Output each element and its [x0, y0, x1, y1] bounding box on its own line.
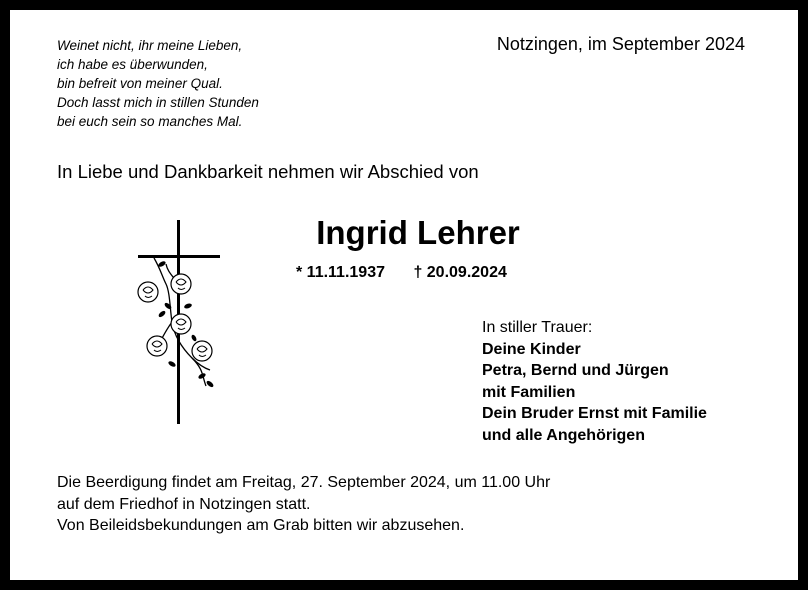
mourners-heading: In stiller Trauer:	[482, 319, 593, 336]
farewell-intro: In Liebe und Dankbarkeit nehmen wir Abschied von	[57, 161, 479, 182]
poem-line: Weinet nicht, ihr meine Lieben,	[57, 38, 243, 53]
life-dates	[296, 264, 507, 282]
mourner-line: Petra, Bernd und Jürgen	[482, 362, 669, 379]
mourner-line: Dein Bruder Ernst mit Familie	[482, 405, 707, 422]
death-date: † 20.09.2024	[413, 264, 507, 281]
funeral-notice	[57, 472, 550, 537]
poem	[57, 36, 259, 131]
funeral-line: Die Beerdigung findet am Freitag, 27. September 2024, um 11.00 Uhr	[57, 474, 551, 491]
mourners-block	[482, 317, 707, 446]
poem-line: bin befreit von meiner Qual.	[57, 76, 223, 91]
poem-line: Doch lasst mich in stillen Stunden	[57, 95, 259, 110]
funeral-line: Von Beileidsbekundungen am Grab bitten wir abzusehen.	[57, 517, 465, 534]
poem-line: ich habe es überwunden,	[57, 57, 208, 72]
funeral-line: auf dem Friedhof in Notzingen statt.	[57, 495, 311, 513]
deceased-name: Ingrid Lehrer	[316, 214, 520, 251]
place-date: Notzingen, im September 2024	[496, 34, 745, 54]
mourner-line: Deine Kinder	[482, 340, 581, 358]
poem-line: bei euch sein so manches Mal.	[57, 114, 243, 129]
birth-date: * 11.11.1937	[296, 264, 385, 281]
mourner-line: mit Familien	[482, 383, 576, 401]
cross-with-roses-icon	[132, 218, 228, 428]
mourner-line: und alle Angehörigen	[482, 426, 645, 444]
